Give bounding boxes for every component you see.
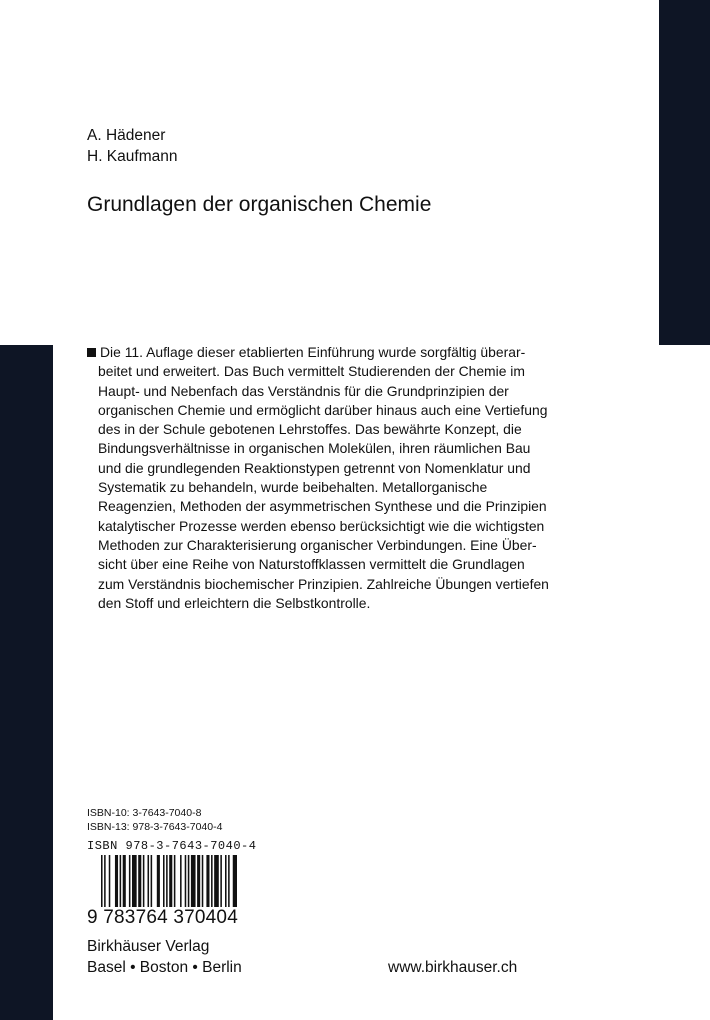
blurb-line: sicht über eine Reihe von Naturstoffklassen vermittelt die Grundlagen xyxy=(98,556,525,573)
barcode-first-digit: 9 xyxy=(87,907,98,928)
blurb-line: organischen Chemie und ermöglicht darüber hinaus auch eine Vertiefung xyxy=(98,401,548,418)
isbn-10: ISBN-10: 3-7643-7040-8 xyxy=(87,807,202,819)
blurb-line: Die 11. Auflage dieser etablierten Einführung wurde sorgfältig überar- xyxy=(87,343,527,362)
blurb-line: zum Verständnis biochemischer Prinzipien. Zahlreiche Übungen vertiefen xyxy=(98,575,549,592)
blurb-line: Haupt- und Nebenfach das Verständnis für die Grundprinzipien der xyxy=(98,382,509,399)
barcode-right-digits: 370404 xyxy=(173,907,238,928)
bullet-square-icon xyxy=(87,348,96,357)
barcode-isbn-text: ISBN 978-3-7643-7040-4 xyxy=(87,839,257,853)
blurb-line: und die grundlegenden Reaktionstypen getrennt von Nomenklatur und xyxy=(98,459,531,476)
blurb-line: den Stoff und erleichtern die Selbstkontrolle. xyxy=(98,594,371,611)
publisher-name: Birkhäuser Verlag xyxy=(87,938,210,955)
isbn-13: ISBN-13: 978-3-7643-7040-4 xyxy=(87,821,223,833)
blurb-line: katalytischer Prozesse werden ebenso berücksichtigt wie die wichtigsten xyxy=(98,517,545,534)
publisher-block xyxy=(87,936,242,978)
blurb-text xyxy=(87,343,549,613)
blurb-line: Systematik zu behandeln, wurde beibehalten. Metallorganische xyxy=(98,479,488,496)
isbn-block xyxy=(87,806,222,834)
blurb-line: Bindungsverhältnisse in organischen Molekülen, ihren räumlichen Bau xyxy=(98,440,531,457)
decorative-bar-top-right xyxy=(659,0,710,345)
book-title: Grundlagen der organischen Chemie xyxy=(87,193,432,216)
author-1: A. Hädener xyxy=(87,127,166,144)
authors xyxy=(87,125,177,167)
author-2: H. Kaufmann xyxy=(87,148,178,165)
blurb-line: Reagenzien, Methoden der asymmetrischen Synthese und die Prinzipien xyxy=(98,498,547,515)
barcode-digits xyxy=(87,907,238,929)
publisher-cities: Basel • Boston • Berlin xyxy=(87,959,242,976)
publisher-website: www.birkhauser.ch xyxy=(388,959,518,976)
barcode xyxy=(87,839,257,935)
blurb-line: Methoden zur Charakterisierung organischer Verbindungen. Eine Über- xyxy=(98,536,537,553)
barcode-left-digits: 783764 xyxy=(103,907,168,928)
blurb-line: beitet und erweitert. Das Buch vermittelt Studierenden der Chemie im xyxy=(98,363,525,380)
blurb-line: des in der Schule gebotenen Lehrstoffes. Das bewährte Konzept, die xyxy=(98,421,522,438)
decorative-bar-left xyxy=(0,345,53,1020)
